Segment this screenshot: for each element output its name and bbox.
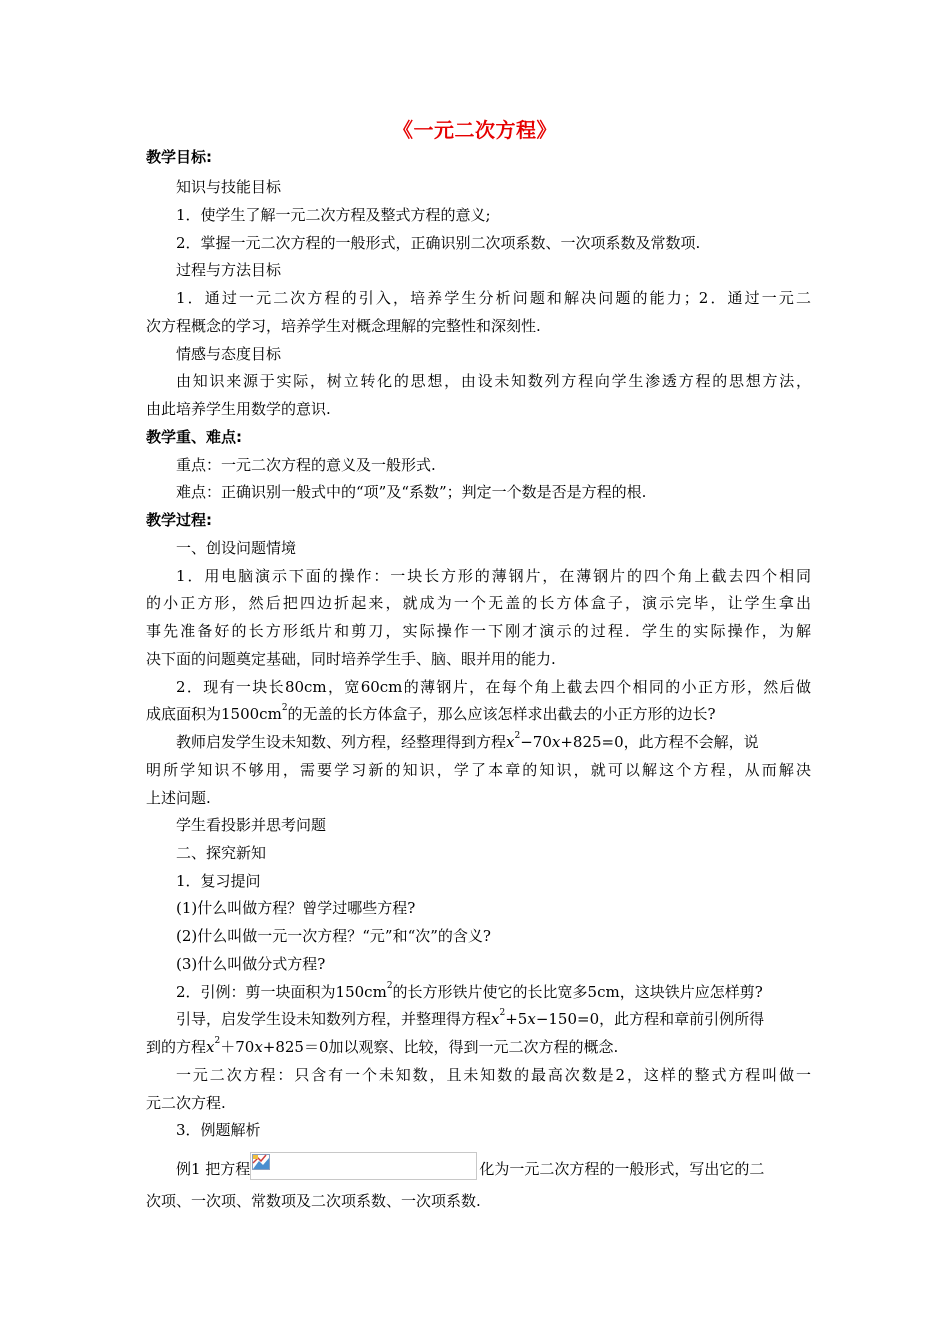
example-1-line-b: 次项、一次项、常数项及二次项系数、一次项系数.: [146, 1192, 481, 1210]
objective-emotion-heading: 情感与态度目标: [176, 345, 282, 363]
superscript: 2: [386, 981, 393, 991]
section-1-item-4: 学生看投影并思考问题: [176, 816, 327, 834]
difficult-point: 难点：正确识别一般式中的“项”及“系数”；判定一个数是否是方程的根.: [176, 483, 647, 501]
variable-x: x: [206, 1038, 215, 1056]
question-2: (2)什么叫做一元一次方程？“元”和“次”的含义?: [176, 927, 491, 945]
heading-key-points: 教学重、难点:: [146, 428, 242, 446]
example-1-line-a: [176, 1156, 811, 1184]
section-1-item-3c: 上述问题.: [146, 789, 211, 807]
section-1-item-2b: [146, 704, 811, 724]
objective-emotion-1b: 由此培养学生用数学的意识.: [146, 400, 331, 418]
text-segment: 成底面积为1500cm: [146, 705, 282, 723]
objective-process-1a: 1．通过一元二次方程的引入，培养学生分析问题和解决问题的能力；2．通过一元二: [176, 289, 811, 307]
superscript: 2: [281, 703, 288, 713]
objective-emotion-1a: 由知识来源于实际，树立转化的思想，由设未知数列方程向学生渗透方程的思想方法，: [176, 372, 811, 390]
section-1-item-2a: 2．现有一块长80cm，宽60cm的薄钢片，在每个角上截去四个相同的小正方形，然后做: [176, 678, 811, 696]
section-1-title: 一、创设问题情境: [176, 539, 297, 557]
variable-x: x: [527, 1010, 536, 1028]
variable-x: x: [491, 1010, 500, 1028]
text-segment: 到的方程: [146, 1038, 207, 1056]
variable-x: x: [551, 733, 561, 751]
objective-process-heading: 过程与方法目标: [176, 261, 282, 279]
section-2-guide-a: [176, 1009, 811, 1029]
question-1: (1)什么叫做方程？曾学过哪些方程?: [176, 899, 416, 917]
section-1-item-3a: [176, 732, 811, 752]
question-3: (3)什么叫做分式方程?: [176, 955, 326, 973]
objective-knowledge-2: 2．掌握一元二次方程的一般形式，正确识别二次项系数、一次项系数及常数项.: [176, 234, 701, 252]
superscript: 2: [499, 1008, 506, 1018]
objective-process-1b: 次方程概念的学习，培养学生对概念理解的完整性和深刻性.: [146, 317, 541, 335]
section-1-item-1c: 事先准备好的长方形纸片和剪刀，实际操作一下刚才演示的过程．学生的实际操作，为解: [146, 622, 811, 640]
heading-objectives: 教学目标:: [146, 148, 212, 166]
section-1-item-1d: 决下面的问题奠定基础，同时培养学生手、脑、眼并用的能力.: [146, 650, 556, 668]
variable-x: x: [506, 733, 515, 751]
text-segment: +5: [505, 1010, 528, 1028]
key-point: 重点：一元二次方程的意义及一般形式.: [176, 456, 436, 474]
definition-b: 元二次方程.: [146, 1094, 226, 1112]
text-segment: ＋70: [220, 1038, 255, 1056]
variable-x: x: [254, 1038, 263, 1056]
superscript: 2: [514, 731, 521, 741]
text-segment: 引导，启发学生设未知数列方程，并整理得方程: [176, 1010, 492, 1028]
text-segment: 2．引例：剪一块面积为150cm: [176, 983, 387, 1001]
broken-image-icon: [252, 1154, 270, 1170]
superscript: 2: [214, 1036, 221, 1046]
objective-knowledge-1: 1．使学生了解一元二次方程及整式方程的意义;: [176, 206, 491, 224]
document-title: 《一元二次方程》: [393, 118, 557, 142]
equation-image-placeholder: [250, 1152, 477, 1180]
section-2-item-3: 3．例题解析: [176, 1121, 261, 1139]
section-2-guide-b: [146, 1037, 811, 1057]
section-1-item-1a: 1．用电脑演示下面的操作：一块长方形的薄钢片，在薄钢片的四个角上截去四个相同: [176, 567, 811, 585]
text-segment: 化为一元二次方程的一般形式，写出它的二: [479, 1160, 765, 1178]
text-segment: +825＝0加以观察、比较，得到一元二次方程的概念.: [262, 1038, 619, 1056]
section-2-item-1: 1．复习提问: [176, 872, 261, 890]
text-segment: −150=0，此方程和章前引例所得: [535, 1010, 765, 1028]
objective-knowledge-heading: 知识与技能目标: [176, 178, 282, 196]
text-segment: 例1 把方程: [176, 1160, 251, 1178]
section-2-item-2: [176, 982, 811, 1002]
heading-process: 教学过程:: [146, 511, 212, 529]
definition-a: 一元二次方程：只含有一个未知数，且未知数的最高次数是2，这样的整式方程叫做一: [176, 1066, 811, 1084]
section-1-item-3b: 明所学知识不够用，需要学习新的知识，学了本章的知识，就可以解这个方程，从而解决: [146, 761, 811, 779]
text-segment: −70: [520, 733, 552, 751]
text-segment: 教师启发学生设未知数、列方程，经整理得到方程: [176, 733, 507, 751]
section-2-title: 二、探究新知: [176, 844, 267, 862]
section-1-item-1b: 的小正方形，然后把四边折起来，就成为一个无盖的长方体盒子，演示完毕，让学生拿出: [146, 594, 811, 612]
text-segment: 的长方形铁片使它的长比宽多5cm，这块铁片应怎样剪?: [392, 983, 763, 1001]
text-segment: +825=0，此方程不会解，说: [560, 733, 759, 751]
text-segment: 的无盖的长方体盒子，那么应该怎样求出截去的小正方形的边长?: [287, 705, 716, 723]
